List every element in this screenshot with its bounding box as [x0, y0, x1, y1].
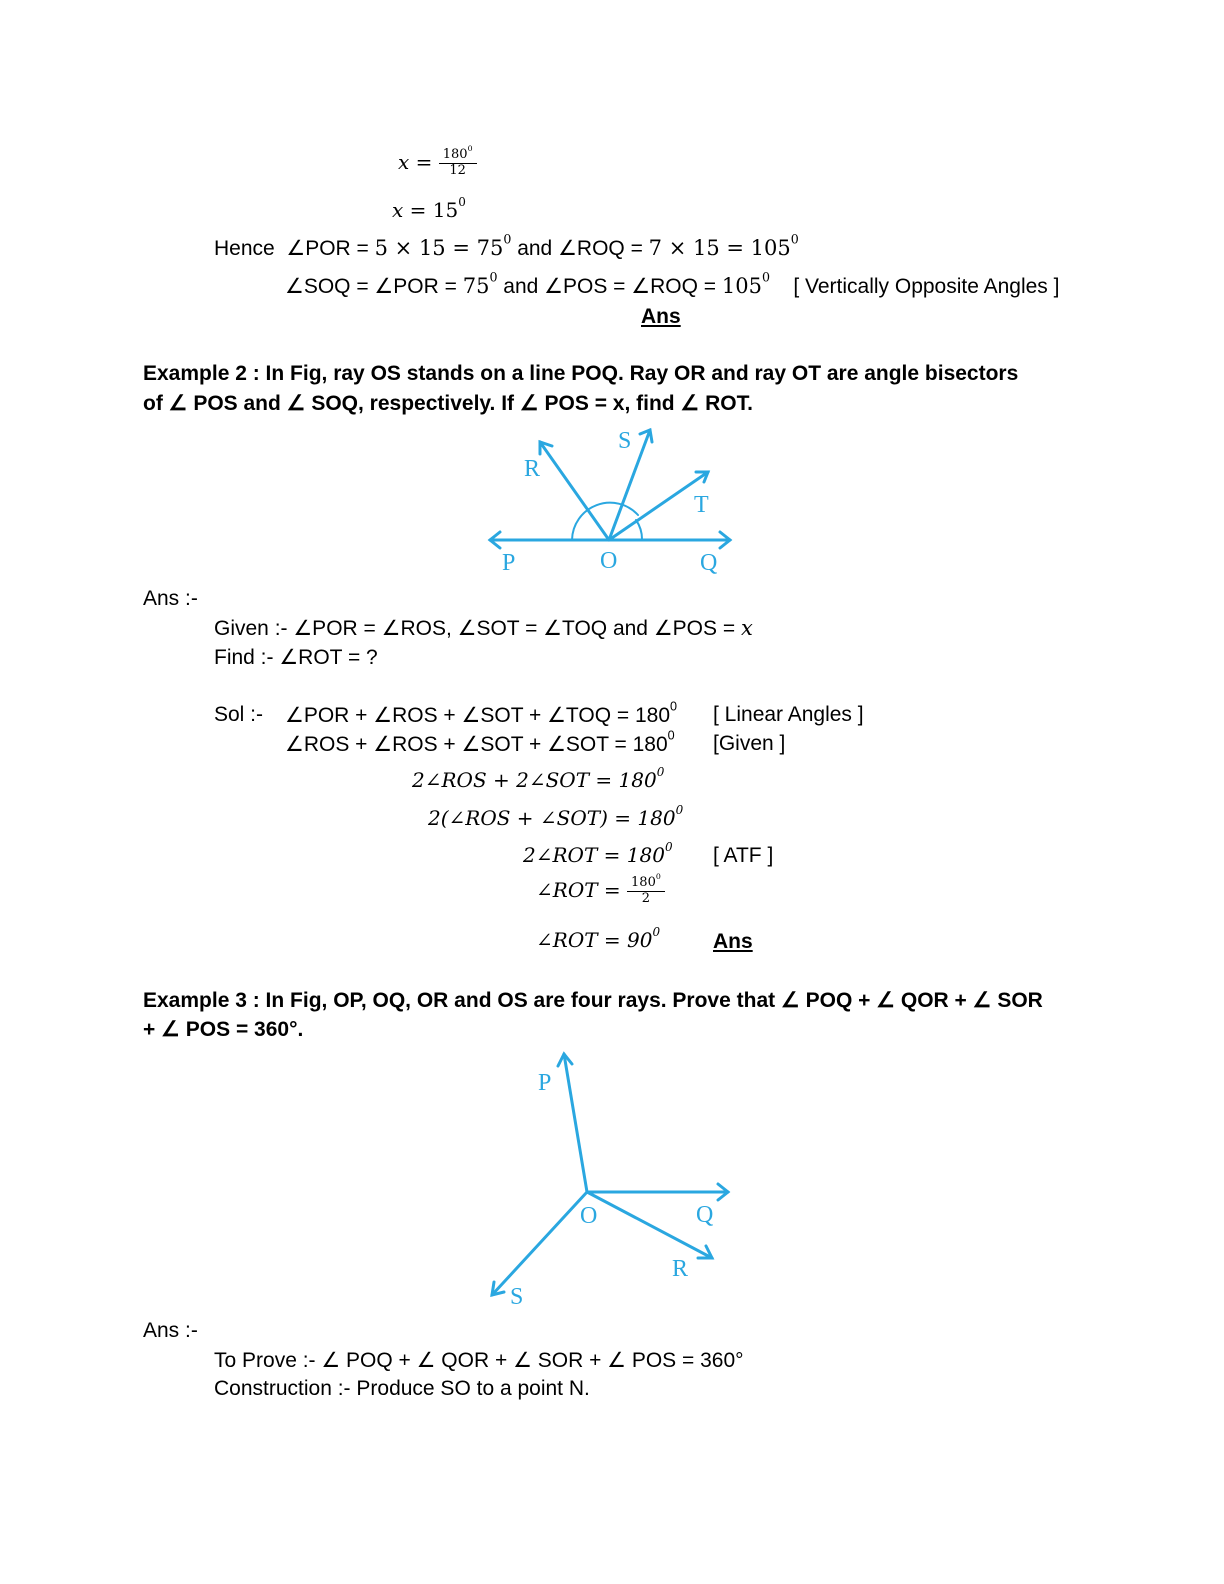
- step-5-reason: [ ATF ]: [713, 844, 774, 867]
- reason-label: [ Vertically Opposite Angles ]: [793, 275, 1060, 298]
- step-6: ∠ROT = $\frac{180^0}{2}$: [536, 876, 665, 907]
- step-2: ∠ROS + ∠ROS + ∠SOT + ∠SOT = $180^0$: [285, 728, 675, 756]
- step-7: ∠ROT = $90^0$: [536, 925, 661, 952]
- label-R: R: [524, 456, 541, 482]
- example3-title-line2: + ∠ POS = 360°.: [143, 1018, 304, 1041]
- ans-heading: Ans :-: [143, 587, 198, 610]
- var-x: x: [398, 149, 410, 174]
- find-line: Find :- ∠ROT = ?: [214, 646, 378, 669]
- hence-line: Hence ∠POR = $5 \times 15 = 75^0$ and ∠ROQ = $7 \times 15 = 105^0$: [214, 231, 799, 260]
- example2-title-line2: of ∠ POS and ∠ SOQ, respectively. If ∠ POS = x, find ∠ ROT.: [143, 392, 753, 415]
- step-4: 2(∠ROS + ∠SOT) = $180^0$: [428, 803, 684, 830]
- to-prove-line: To Prove :- ∠ POQ + ∠ QOR + ∠ SOR + ∠ POS = 360°: [214, 1349, 744, 1372]
- label-P: P: [538, 1070, 552, 1096]
- label-O: O: [600, 548, 618, 574]
- construction-line: Construction :- Produce SO to a point N.: [214, 1377, 590, 1400]
- eq-x-value: $x = 15^0$: [392, 195, 466, 222]
- step-1: ∠POR + ∠ROS + ∠SOT + ∠TOQ = $180^0$: [285, 699, 678, 727]
- ans-heading-3: Ans :-: [143, 1319, 198, 1342]
- figure-bisectors: [480, 420, 740, 590]
- equals: =: [415, 149, 433, 174]
- label-Q: Q: [696, 1202, 714, 1228]
- ans-final: Ans: [713, 930, 753, 953]
- step-1-reason: [ Linear Angles ]: [713, 703, 864, 726]
- label-T: T: [694, 492, 709, 518]
- sol-label: Sol :-: [214, 703, 264, 726]
- step-3: 2∠ROS + 2∠SOT = $180^0$: [412, 765, 665, 792]
- label-R: R: [672, 1256, 689, 1282]
- given-line: Given :- ∠POR = ∠ROS, ∠SOT = ∠TOQ and ∠POS = x: [214, 616, 753, 640]
- figure-four-rays: [470, 1040, 750, 1310]
- step-5: 2∠ROT = $180^0$: [523, 840, 673, 867]
- fraction: $\frac{180^0}{12}$: [439, 148, 477, 179]
- vertically-opposite-line: ∠SOQ = ∠POR = $75^0$ and ∠POS = ∠ROQ = $105^0$ [ Vertically Opposite Angles ]: [285, 269, 1060, 298]
- ans-label: Ans: [641, 305, 681, 328]
- example3-title-line1: Example 3 : In Fig, OP, OQ, OR and OS are four rays. Prove that ∠ POQ + ∠ QOR + ∠ SOR: [143, 989, 1043, 1012]
- step-2-reason: [Given ]: [713, 732, 786, 755]
- label-S: S: [618, 428, 632, 454]
- label-S: S: [510, 1284, 524, 1310]
- label-Q: Q: [700, 550, 718, 576]
- example2-title-line1: Example 2 : In Fig, ray OS stands on a line POQ. Ray OR and ray OT are angle bisectors: [143, 362, 1019, 385]
- label-O: O: [580, 1203, 598, 1229]
- eq-x-fraction: [398, 143, 477, 179]
- label-P: P: [502, 550, 516, 576]
